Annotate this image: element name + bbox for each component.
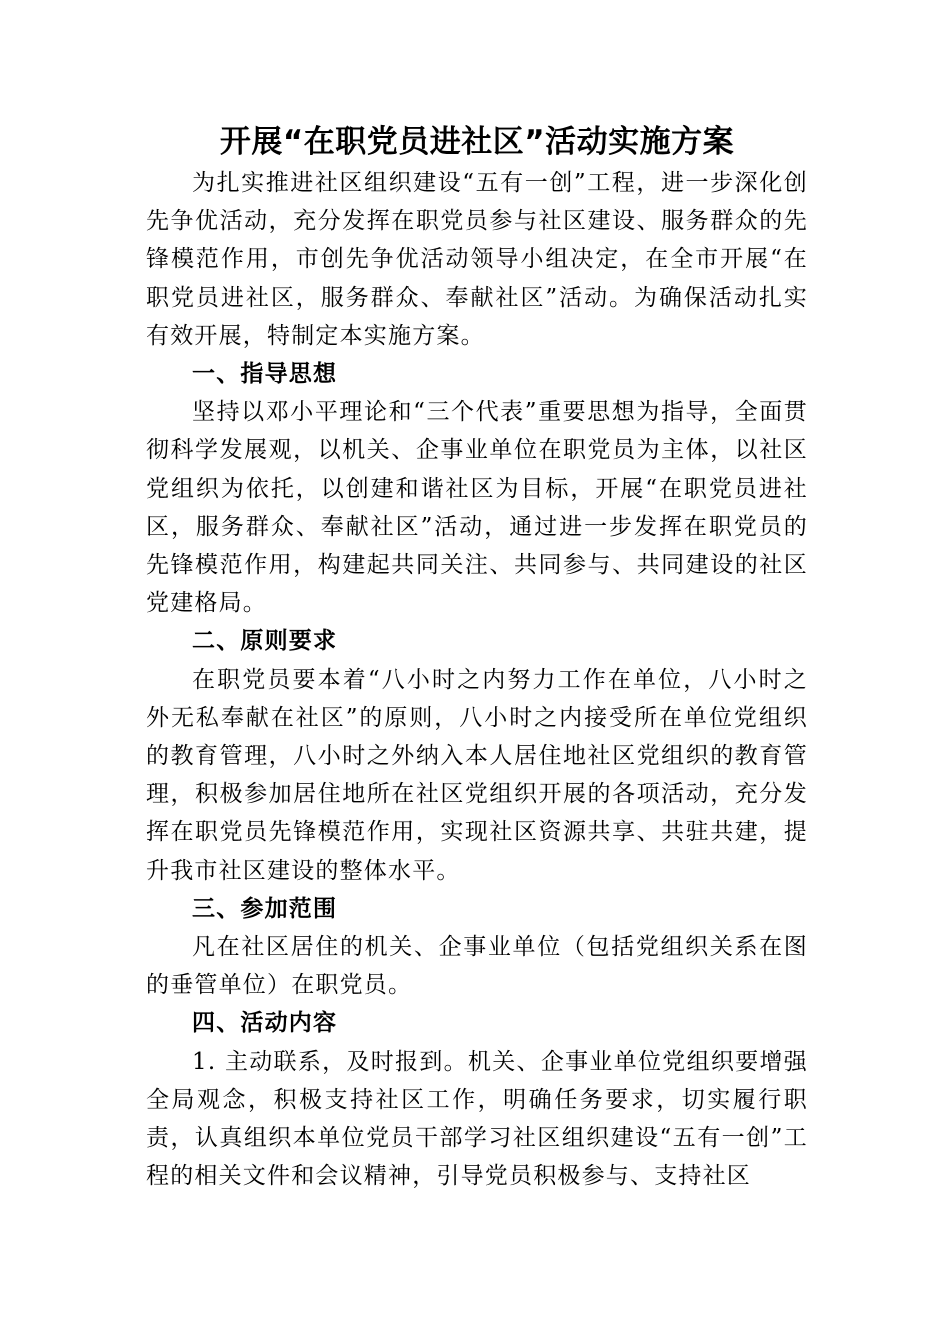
section-body-activities: 1. 主动联系，及时报到。机关、企事业单位党组织要增强全局观念，积极支持社区工作，明确任务要求，切实履行职责，认真组织本单位党员干部学习社区组织建设“五有一创”工程的相关文件和会议精神，引导党员积极参与、支持社区 — [146, 1048, 808, 1190]
document-page — [146, 120, 808, 1195]
section-heading-scope: 三、参加范围 — [192, 894, 338, 922]
section-body-guiding-ideology: 坚持以邓小平理论和“三个代表”重要思想为指导，全面贯彻科学发展观，以机关、企事业单位在职党员为主体，以社区党组织为依托，以创建和谐社区为目标，开展“在职党员进社区，服务群众、奉献社区”活动，通过进一步发挥在职党员的先锋模范作用，构建起共同关注、共同参与、共同建设的社区党建格局。 — [146, 399, 808, 617]
section-heading-guiding-ideology: 一、指导思想 — [192, 360, 338, 388]
section-body-principles: 在职党员要本着“八小时之内努力工作在单位，八小时之外无私奉献在社区”的原则，八小时之内接受所在单位党组织的教育管理，八小时之外纳入本人居住地社区党组织的教育管理，积极参加居住地所在社区党组织开展的各项活动，充分发挥在职党员先锋模范作用，实现社区资源共享、共驻共建，提升我市社区建设的整体水平。 — [146, 666, 808, 884]
section-body-scope: 凡在社区居住的机关、企事业单位（包括党组织关系在图的垂管单位）在职党员。 — [146, 934, 808, 999]
document-title: 开展“在职党员进社区”活动实施方案 — [219, 124, 735, 160]
intro-paragraph: 为扎实推进社区组织建设“五有一创”工程，进一步深化创先争优活动，充分发挥在职党员参与社区建设、服务群众的先锋模范作用，市创先争优活动领导小组决定，在全市开展“在职党员进社区，服务群众、奉献社区”活动。为确保活动扎实有效开展，特制定本实施方案。 — [146, 170, 808, 349]
section-heading-activities: 四、活动内容 — [192, 1009, 338, 1037]
section-heading-principles: 二、原则要求 — [192, 627, 338, 655]
